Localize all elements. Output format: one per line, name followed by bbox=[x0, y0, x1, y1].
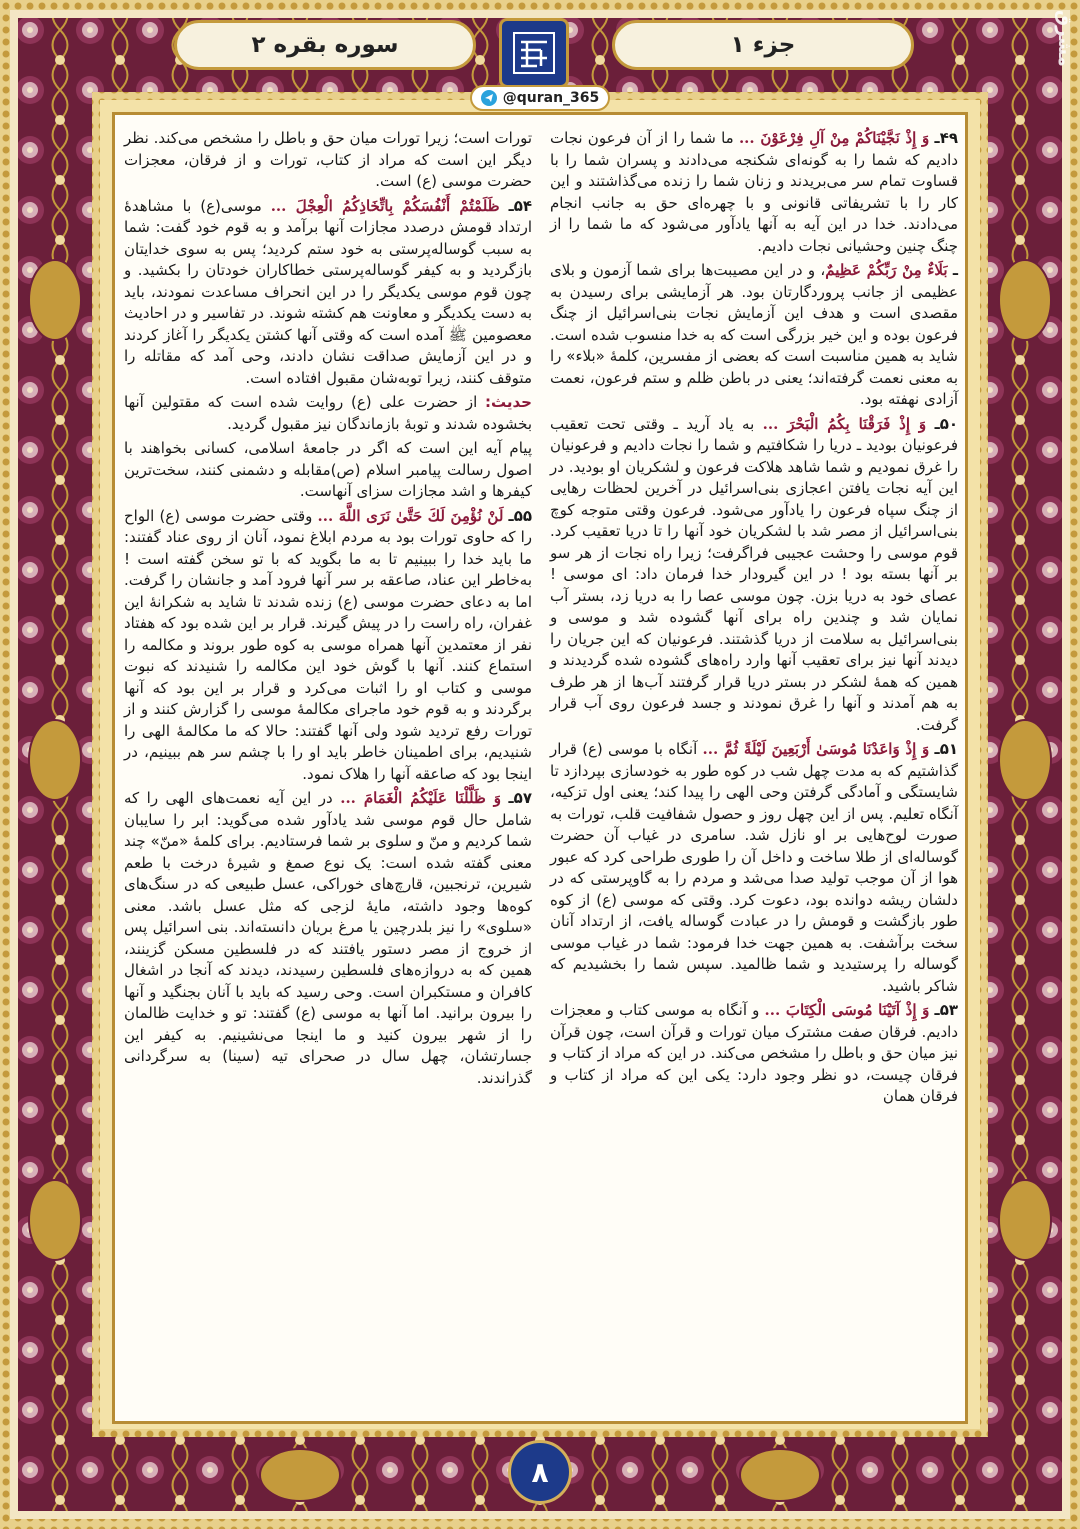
channel-handle: @quran_365 bbox=[502, 90, 600, 106]
paragraph: ـ بَلَاءٌ مِنْ رَبِّكُمْ عَظِيمٌ، و در این مصیبت‌ها برای شما آزمون و بلای عظیمی از جانب پروردگارتان بود. هر آزمایشی برای رسیدن به مقصدی است و هدف این آزمایش نجات بنی‌اسرائیل از چنگ فرعون بوده و این خیر بزرگی است که به خدا منسوب شده است. شاید به همین مناسبت است که بعضی از مفسرین، کلمهٔ «بلاء» را به معنی نعمت گرفته‌اند؛ یعنی در باطن ظلم و ستم فرعون، نعمت آزادی نهفته بود. bbox=[550, 261, 958, 408]
paragraph: ۵۴ـ ظَلَمْتُمْ أَنْفُسَكُمْ بِاتِّخَاذِكُمُ الْعِجْلَ ... موسی(ع) با مشاهدهٔ ارتداد قومش درصدد مجازات آنها برآمد و به قوم خود گفت: شما به سبب گوساله‌پرستی به خود ستم کردید؛ پس به سوی خدایتان بازگردید و به کیفر گوساله‌پرستی خطاکاران خودتان را بکشید. و چون قوم موسی یکدیگر را در این انحراف مساعدت نمودند، باید به دست یکدیگر و معاونت هم کشته شوند. در تفاسیر و در احادیث معصومین ﷺ آمده است که وقتی آنها کشتن یکدیگر را آغاز کردند و در این آزمایش صداقت نشان دادند، وحی آمد که مقاتله را متوقف کنند، زیرا توبه‌شان مقبول افتاده است. bbox=[124, 196, 533, 387]
paragraph: ۵۰ـ وَ إِذْ فَرَقْنَا بِكُمُ الْبَحْرَ ... به یاد آرید ـ وقتی تحت تعقیب فرعونیان بودید ـ دریا را شکافتیم و شما را نجات دادیم و فرعونیان را غرق نمودیم و شما شاهد هلاکت فرعون و لشکریان او بودید. در این آیه نجات یافتن اعجازی بنی‌اسرائیل در آخرین لحظات رهایی از چنگ سپاه فرعون را یادآور می‌شود. فرعون وقتی متوجه کوچ بنی‌اسرائیل از مصر شد با لشکریان خود آنها را تا دریا تعقیب کرد. قوم موسی را وحشت عجیبی فراگرفت؛ زیرا راه نجات از هر سو بر آنها بسته بود ! در این گیرودار خدا فرمان داد: ای موسی ! عصای خود به دریا بزن. چون موسی عصا را به دریا زد، بستر آب نمایان شد و چندین راه برای آنها گشوده شد و موسی و بنی‌اسرائیل به سلامت از دریا گذشتند. فرعونیان که این جریان را دیدند آنها نیز برای تعقیب آنها وارد راه‌های گشوده شده گردیدند و همین که همهٔ لشکر در بستر دریا قرار گرفتند آب‌ها از هر طرف به هم آمدند و آنها را غرق نمودند و جسد فرعون روی آب قرار گرفت. bbox=[550, 414, 959, 734]
page-number-badge: ۸ bbox=[508, 1440, 572, 1504]
paragraph: ۵۷ـ وَ ظَلَّلْنَا عَلَيْكُمُ الْغَمَامَ ... در این آیه نعمت‌های الهی را که شامل حال قوم موسی شد یادآور شده می‌گوید: ابر را سایبان شما کردیم و منّ و سلوی بر شما فرستادیم. برای کلمهٔ «منّ» چند معنی گفته شده است: یک نوع صمغ و شیرهٔ درخت با طعم شیرین، ترنجبین، قارچ‌های خوراکی، عسل طبیعی که در سنگ‌های کوه‌ها وجود داشته، مایهٔ لزجی که مثل عسل باشد. معنی «سلوی» را نیز بلدرچین یا مرغ بریان دانسته‌اند. بنی اسرائیل پس از خروج از مصر دستور یافتند که در فلسطین مسکن گزینند، همین که به دروازه‌های فلسطین رسیدند، دیدند که آنجا در اشغال کافران و مستکبران است. وحی رسید که باید با آنان بجنگید و آنها را بیرون برانید. اما آنها به موسی (ع) گفتند: تو و خدایت ظالمان را از شهر بیرون کنید و ما اینجا می‌نشینیم. به کیفر این جسارتشان، چهل سال در صحرای تیه (سینا) به سرگردانی گذراندند. bbox=[124, 789, 532, 1087]
paragraph: ۵۱ـ وَ إِذْ وَاعَدْنَا مُوسَىٰ أَرْبَعِينَ لَيْلَةً ثُمَّ ... آنگاه با موسی (ع) قرار گذاشتیم که به مدت چهل شب در کوه طور به خودسازی بپردازد تا شایستگی و آمادگی گرفتن وحی الهی را پیدا کند؛ یعنی اول تزکیه، آنگاه تعلیم. پس از این چهل روز و حصول شفافیت قلب، تورات به صورت لوح‌هایی بر او نازل شد. سامری در غیاب آن حضرت گوساله‌ای از طلا ساخت و داخل آن را طوری طراحی کرد که عبور هوا از آن موجب تولید صدا می‌شد و مردم را به گاوپرستی که در دلشان ریشه دوانده بود، دعوت کرد. وقتی که موسی (ع) از کوه طور بازگشت و قومش را در عبادت گوساله یافت، از ارتداد آنان سخت برآشفت. به همین جهت خدا فرمود: شما در غیاب موسی گوساله را پرستیدید و شما ظالمید. سپس شما را بخشیدیم که شاکر باشید. bbox=[550, 740, 958, 995]
paragraph: ۴۹ـ وَ إِذْ نَجَّيْنَاكُمْ مِنْ آلِ فِرْعَوْنَ ... ما شما را از آن فرعون نجات دادیم که شما را به گونه‌ای شکنجه می‌دادند و پسران شما را با قساوت تمام سر می‌بریدند و زنان شما را زنده می‌گذاشتند و این کار را با تشریفاتی قانونی و با چهره‌ای حق به جانب انجام می‌دادند. خدا در این آیه به آنها یادآور می‌شود که ما شما را از چنگ چنین وحشیانی نجات دادیم. bbox=[550, 129, 958, 255]
quran-emblem-icon bbox=[499, 18, 569, 88]
left-column bbox=[124, 128, 532, 1092]
paragraph: ۵۵ـ لَنْ نُؤْمِنَ لَكَ حَتَّىٰ نَرَى اللَّهَ ... وقتی حضرت موسی (ع) الواح را که حاوی تورات بود به مردم ابلاغ نمود، آنان از روی عناد گفتند: ما باید خدا را ببینیم تا به ما بگوید که با تو سخن گفته است ! به‌خاطر این عناد، صاعقه بر سر آنها فرود آمد و جانشان را گرفت. اما به دعای حضرت موسی (ع) زنده شدند تا شاید به شکرانهٔ این غفران، راه راست را در پیش گیرند. قرار بر این شده بود که هفتاد نفر از معتمدین آنها همراه موسی به کوه طور بروند و مکالمه را استماع کنند. آنها با گوش خود این مکالمه را شنیدند که نبوت موسی و کتاب او را اثبات می‌کرد و قرار بر این بود که آنها برگردند و به قوم خود ماجرای مکالمهٔ موسی را گزارش کنند و از تورات رفع تردید شود ولی آنها گفتند: حالا که ما مکالمهٔ الهی را شنیدیم، برای اطمینان خاطر باید او را با چشم سر هم ببینیم، در اینجا بود که صاعقه آنها را هلاک نمود. bbox=[124, 506, 532, 783]
telegram-icon bbox=[481, 90, 497, 106]
juz-label: جزء ۱ bbox=[612, 20, 914, 70]
watermark-logo: مشرق bbox=[1054, 10, 1075, 67]
paragraph: تورات است؛ زیرا تورات میان حق و باطل را مشخص می‌کند. نظر دیگر این است که مراد از کتاب، تورات و از فرقان، معجزات حضرت موسی (ع) است. bbox=[124, 129, 532, 190]
paragraph: پیام آیه این است که اگر در جامعهٔ اسلامی، کسانی بخواهند با اصول رسالت پیامبر اسلام (ص)مقابله و دشمنی کنند، سخت‌ترین کیفرها و اشد مجازات سزای آنهاست. bbox=[124, 439, 532, 500]
hadith-label: حدیث: bbox=[485, 393, 532, 411]
telegram-channel-link[interactable] bbox=[470, 85, 610, 111]
surah-label: سوره بقره ۲ bbox=[174, 20, 476, 70]
right-column bbox=[550, 128, 958, 1111]
paragraph: حدیث: از حضرت علی (ع) روایت شده است که مقتولین آنها بخشوده شدند و توبهٔ بازماندگان نیز مقبول گردید. bbox=[124, 393, 532, 433]
paragraph: ۵۳ـ وَ إِذْ آتَيْنَا مُوسَى الْكِتَابَ ... و آنگاه به موسی کتاب و معجزات دادیم. فرقان صفت مشترک میان تورات و قرآن است، چون قرآن نیز میان حق و باطل را مشخص می‌کند. در این که مراد از کتاب و فرقان چیست، دو نظر وجود دارد: یکی این که مراد از کتاب و فرقان همان bbox=[550, 1001, 958, 1105]
